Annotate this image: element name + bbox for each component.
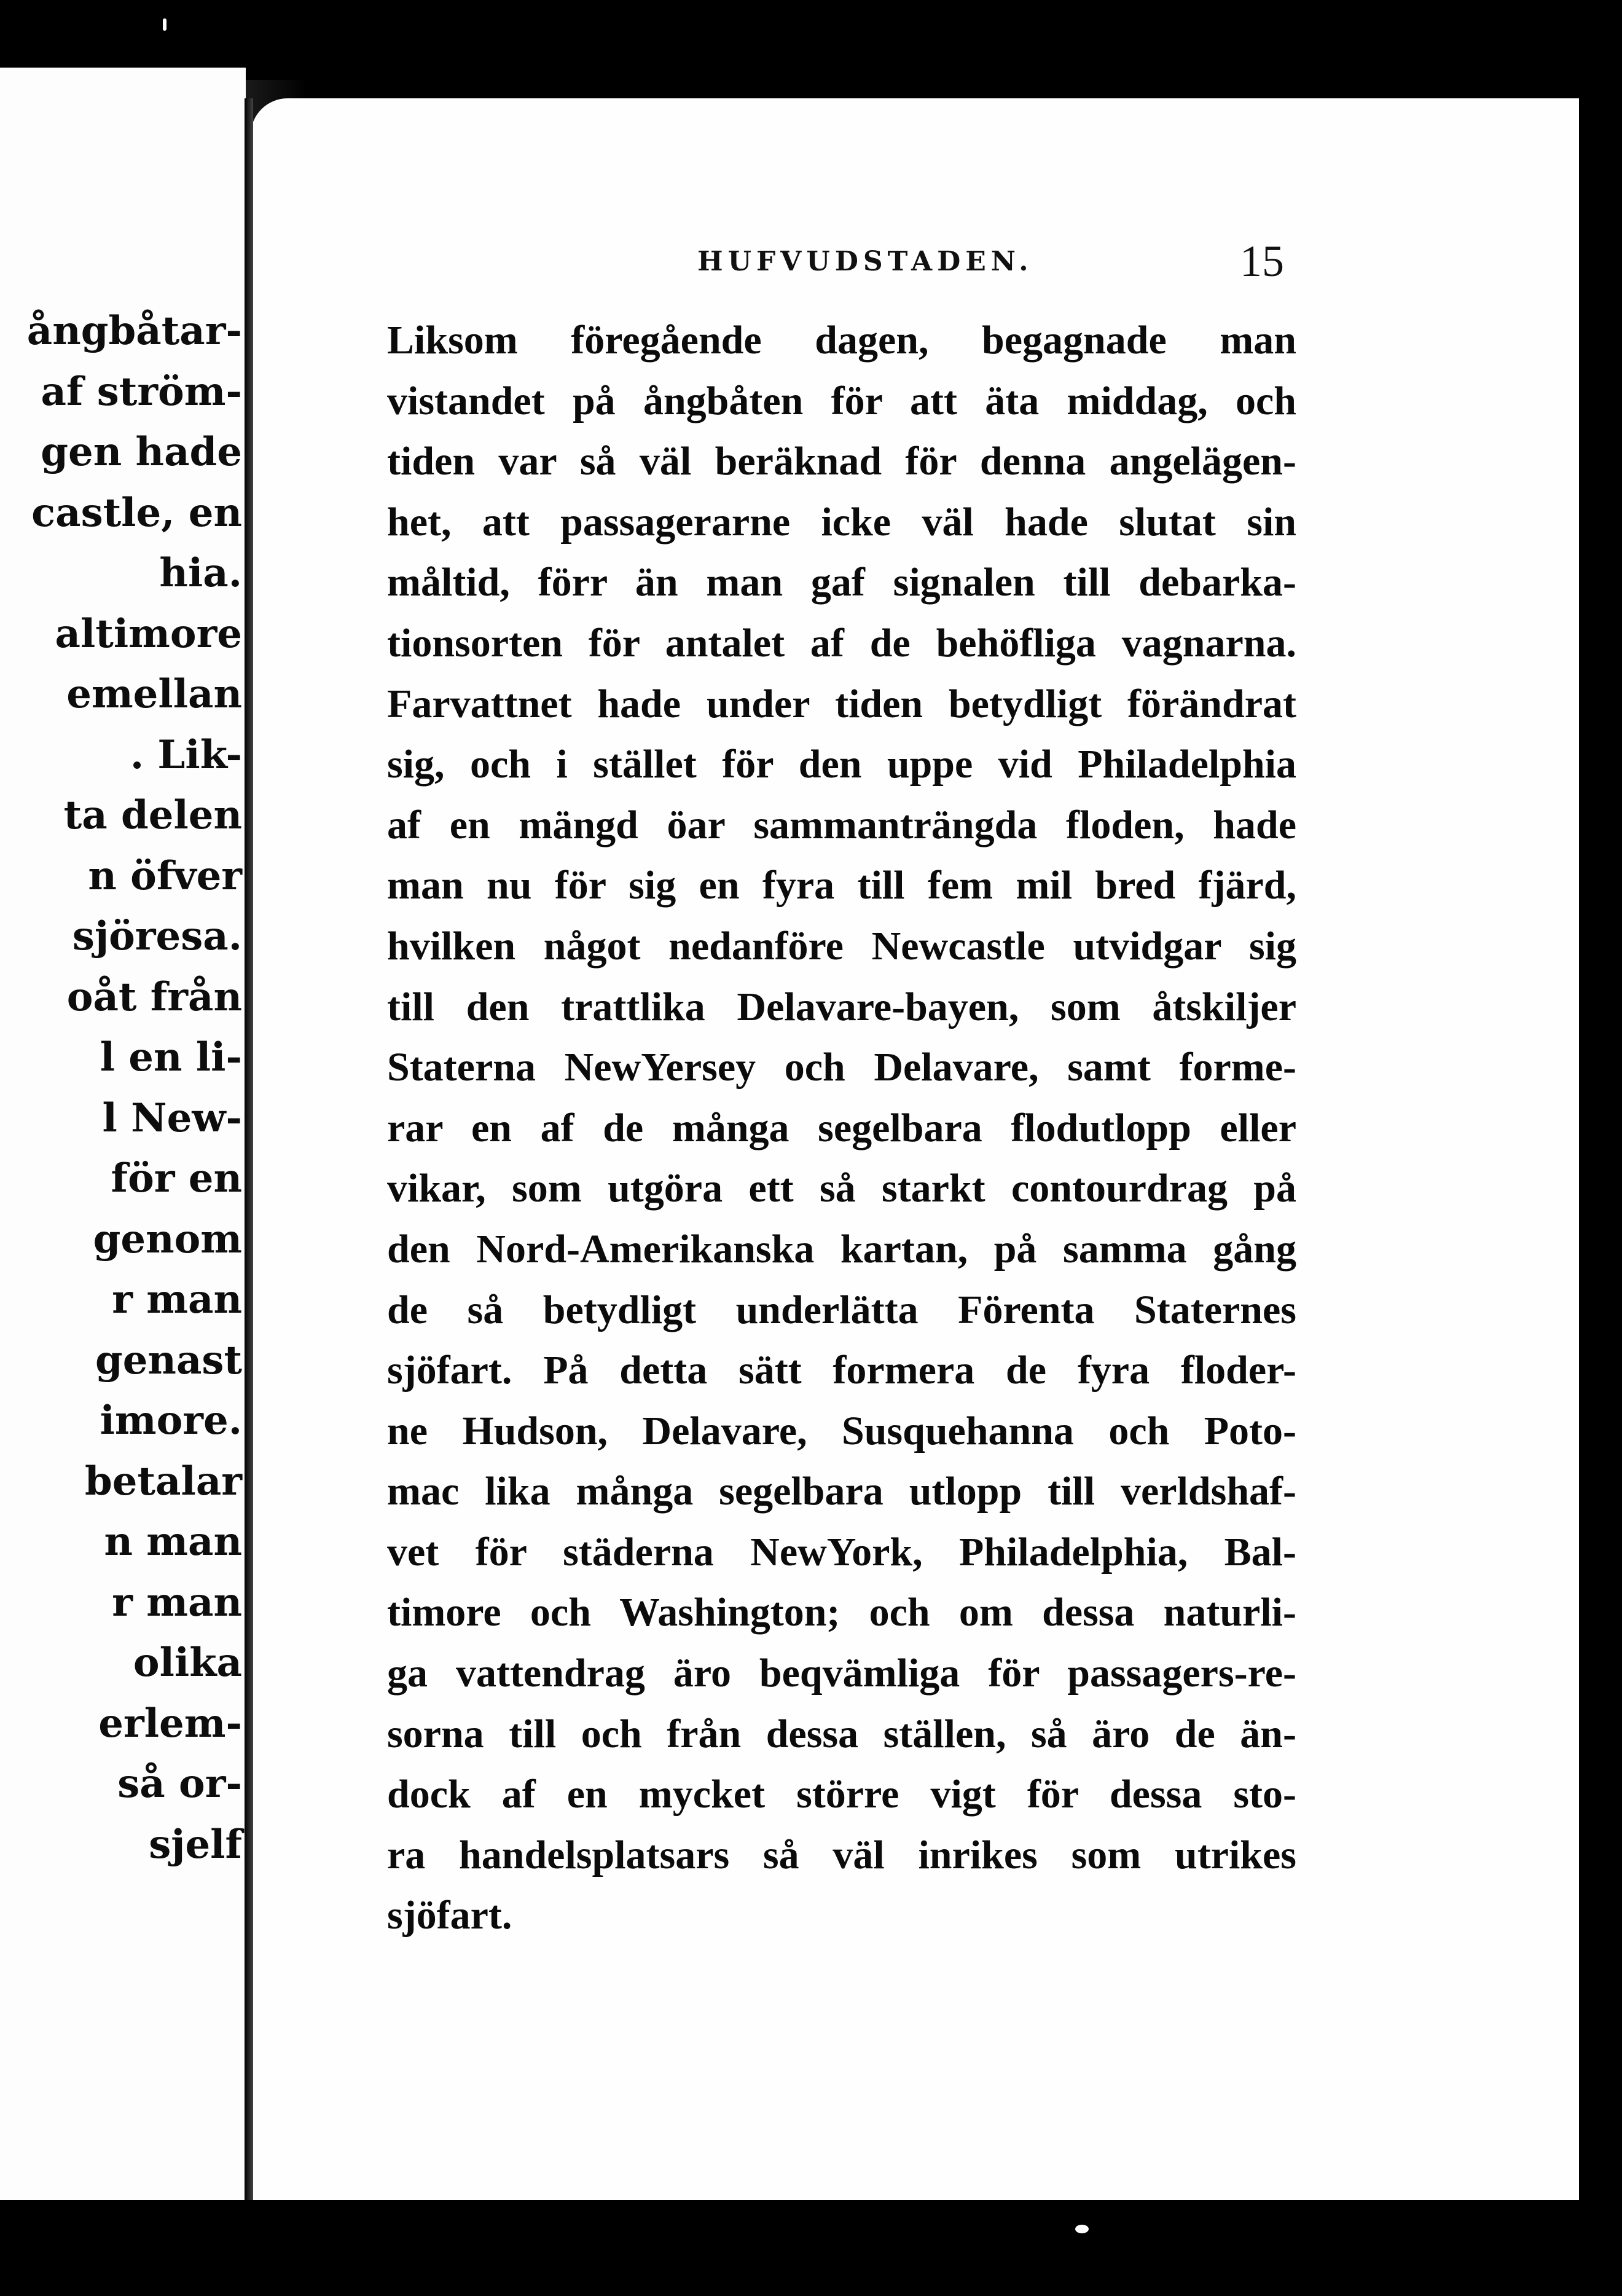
left-text-line: för en <box>111 1155 242 1201</box>
text-line: hvilken något nedanföre Newcastle utvidgar sig <box>387 923 1296 969</box>
left-text-line: n öfver <box>88 852 242 899</box>
scan-speck <box>1075 2225 1089 2233</box>
left-page <box>0 68 246 2200</box>
text-line: het, att passagerarne icke väl hade slutat sin <box>387 499 1296 545</box>
left-text-line: af ström- <box>41 368 242 415</box>
left-text-line: imore. <box>100 1398 242 1444</box>
left-page-text <box>0 301 246 1875</box>
text-line: tiden var så väl beräknad för denna angelägen- <box>387 439 1296 484</box>
left-text-line: altimore <box>55 610 242 657</box>
left-text-line: genom <box>93 1216 242 1262</box>
text-line: sjöfart. På detta sätt formera de fyra floder- <box>387 1348 1296 1393</box>
text-line: man nu för sig en fyra till fem mil bred fjärd, <box>387 863 1296 908</box>
text-line: Liksom föregående dagen, begagnade man <box>387 318 1296 363</box>
text-line: tionsorten för antalet af de behöfliga vagnarna. <box>387 620 1296 666</box>
left-text-line: hia. <box>159 550 242 596</box>
text-line: sorna till och från dessa ställen, så äro de än- <box>387 1711 1296 1756</box>
left-text-line: erlem- <box>98 1700 242 1747</box>
text-line: mac lika många segelbara utlopp till verldshaf- <box>387 1469 1296 1514</box>
page-number: 15 <box>1240 237 1284 286</box>
left-text-line: betalar <box>85 1458 242 1504</box>
text-line: Farvattnet hade under tiden betydligt förändrat <box>387 681 1296 726</box>
text-line: vistandet på ångbåten för att äta middag, och <box>387 378 1296 423</box>
text-line: af en mängd öar sammanträngda floden, hade <box>387 802 1296 847</box>
text-line: till den trattlika Delavare-bayen, som åtskiljer <box>387 984 1296 1029</box>
running-title: HUFVUDSTADEN. <box>697 246 1033 277</box>
text-line: Staterna NewYersey och Delavare, samt forme- <box>387 1045 1296 1090</box>
text-line: måltid, förr än man gaf signalen till debarka- <box>387 560 1296 605</box>
left-text-line: r man <box>112 1579 242 1626</box>
text-line: sjöfart. <box>387 1893 512 1938</box>
text-line: rar en af de många segelbara flodutlopp eller <box>387 1105 1296 1150</box>
text-line: de så betydligt underlätta Förenta Staternes <box>387 1287 1296 1332</box>
left-text-line: ångbåtar- <box>26 308 242 354</box>
left-text-line: l en li- <box>100 1034 242 1080</box>
running-head <box>467 237 1284 289</box>
left-text-line: gen hade <box>41 429 242 475</box>
left-text-line: så or- <box>117 1761 242 1807</box>
left-text-line: sjelf <box>149 1821 242 1868</box>
left-text-line: ta delen <box>63 792 242 838</box>
text-line: ra handelsplatsars så väl inrikes som utrikes <box>387 1832 1296 1877</box>
left-text-line: emellan <box>66 671 242 717</box>
left-text-line: r man <box>112 1276 242 1323</box>
text-line: ne Hudson, Delavare, Susquehanna och Poto- <box>387 1408 1296 1453</box>
left-text-line: olika <box>133 1640 242 1686</box>
left-text-line: n man <box>104 1519 242 1565</box>
text-line: sig, och i stället för den uppe vid Philadelphia <box>387 742 1296 787</box>
left-text-line: oåt från <box>66 973 242 1020</box>
left-text-line: . Lik- <box>130 731 242 778</box>
text-line: timore och Washington; och om dessa naturli- <box>387 1590 1296 1635</box>
left-text-line: l New- <box>102 1095 242 1141</box>
scan-speck <box>163 18 167 31</box>
text-line: vet för städerna NewYork, Philadelphia, Bal- <box>387 1529 1296 1575</box>
text-line: den Nord-Amerikanska kartan, på samma gång <box>387 1226 1296 1272</box>
left-text-line: genast <box>95 1337 242 1383</box>
body-text <box>387 310 1296 1946</box>
text-line: vikar, som utgöra ett så starkt contourdrag på <box>387 1166 1296 1211</box>
text-line: dock af en mycket större vigt för dessa sto- <box>387 1772 1296 1817</box>
text-line: ga vattendrag äro beqvämliga för passagers-re- <box>387 1651 1296 1696</box>
left-text-line: castle, en <box>31 489 242 536</box>
left-text-line: sjöresa. <box>72 913 242 959</box>
